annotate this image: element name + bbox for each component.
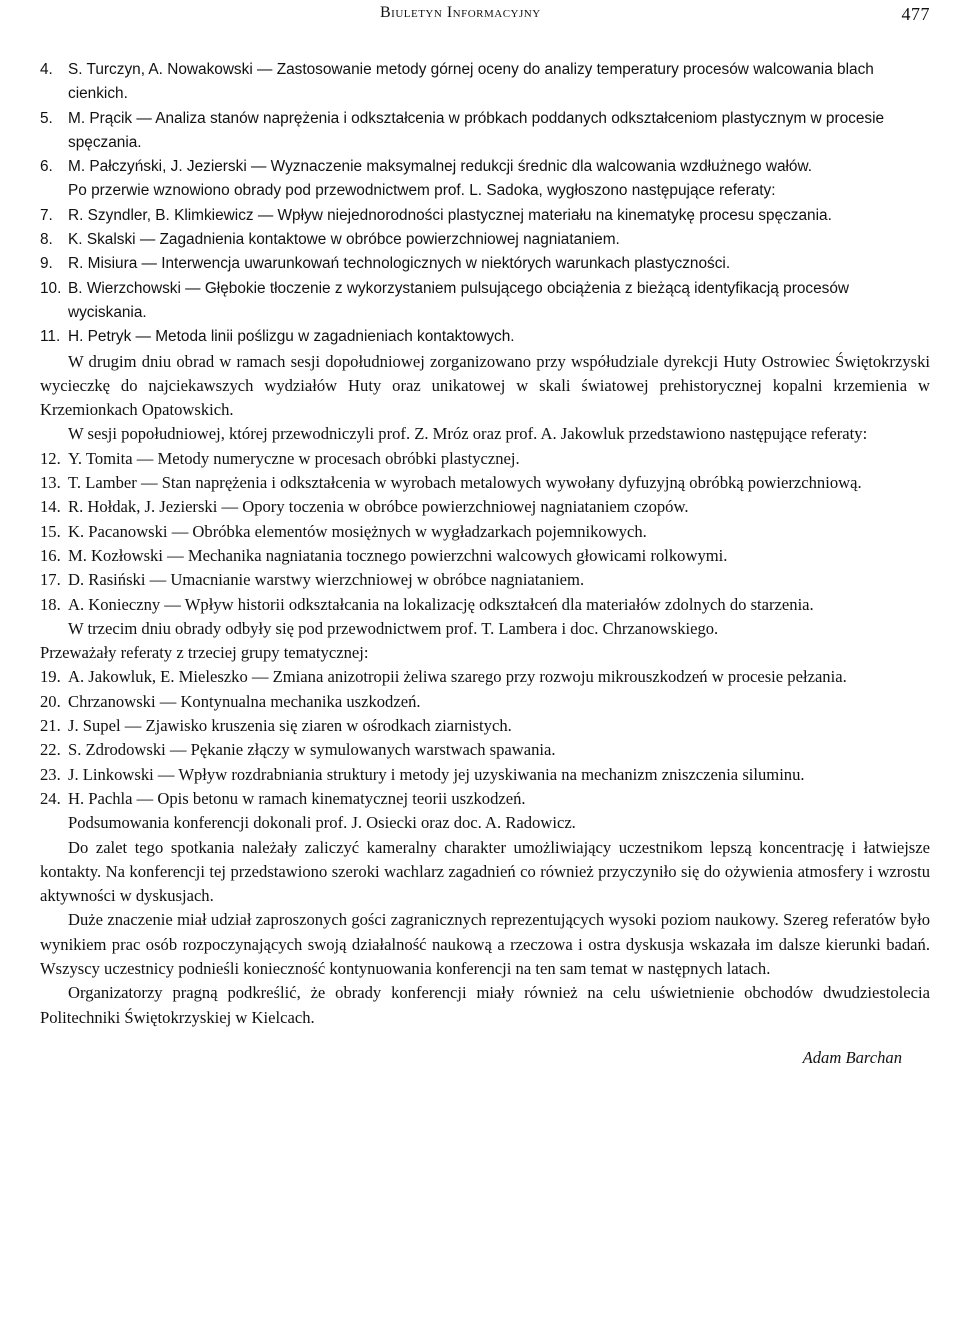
list-item: 17. D. Rasiński — Umacnianie warstwy wierzchniowej w obróbce nagniataniem. (40, 570, 585, 590)
page-number: 477 (901, 4, 930, 24)
paragraph: Organizatorzy pragną podkreślić, że obrady konferencji miały również na celu uświetnienie obchodów dwudziestolecia Politechniki Świętokrzyskiej w Kielcach. (40, 983, 930, 1027)
list-item: 15. K. Pacanowski — Obróbka elementów mosiężnych w wygładzarkach pojemnikowych. (40, 521, 647, 541)
list-item: 23. J. Linkowski — Wpływ rozdrabniania struktury i metody jej uzyskiwania na mechanizm zniszczenia siluminu. (40, 764, 805, 784)
list-block-3 (40, 447, 930, 617)
list-item: 19. A. Jakowluk, E. Mieleszko — Zmiana anizotropii żeliwa szarego przy rozwoju mikrouszkodzeń w procesie pełzania. (40, 667, 847, 687)
list-item: 24. H. Pachla — Opis betonu w ramach kinematycznej teorii uszkodzeń. (40, 788, 526, 808)
paragraph: W trzecim dniu obrady odbyły się pod przewodnictwem prof. T. Lambera i doc. Chrzanowskiego. (68, 618, 719, 638)
list-item: 22. S. Zdrodowski — Pękanie złączy w symulowanych warstwach spawania. (40, 740, 556, 760)
list-item: 7. R. Szyndler, B. Klimkiewicz — Wpływ niejednorodności plastycznej materiału na kinematykę procesu spęczania. (40, 206, 832, 224)
list-item: 14. R. Hołdak, J. Jezierski — Opory toczenia w obróbce powierzchniowej nagniataniem czopów. (40, 497, 689, 517)
paragraph: Podsumowania konferencji dokonali prof. J. Osiecki oraz doc. A. Radowicz. (68, 813, 576, 833)
list-item: 21. J. Supel — Zjawisko kruszenia się ziaren w ośrodkach ziarnistych. (40, 716, 512, 736)
list-item: 13. T. Lamber — Stan naprężenia i odkształcenia w wyrobach metalowych wywołany dyfuzyjną obróbką powierzchniową. (40, 473, 862, 493)
list-block-4 (40, 665, 930, 811)
list-item: 5. M. Prącik — Analiza stanów naprężenia i odkształcenia w próbkach poddanych odkształceniom plastycznym w procesie spęczania. (40, 109, 885, 151)
list-item: 20. Chrzanowski — Kontynualna mechanika uszkodzeń. (40, 691, 421, 711)
paragraph: Duże znaczenie miał udział zaproszonych gości zagranicznych reprezentujących wysoki poziom naukowy. Szereg referatów było wynikiem prac osób rozpoczynających swoją działalność naukową a rzeczowa i ostra dyskusja wskazała im dalsze kierunki badań. Wszyscy uczestnicy podnieśli konieczność kontynuowania konferencji na ten sam temat w następnych latach. (40, 910, 930, 978)
list-item: 12. Y. Tomita — Metody numeryczne w procesach obróbki plastycznej. (40, 448, 520, 468)
running-head (40, 0, 930, 40)
list-item: 16. M. Kozłowski — Mechanika nagniatania tocznego powierzchni walcowych głowicami rolkowymi. (40, 545, 728, 565)
list-item: 10. B. Wierzchowski — Głębokie tłoczenie z wykorzystaniem pulsującego obciążenia z bieżącą identyfikacją procesów wyciskania. (40, 279, 849, 321)
paragraph: W drugim dniu obrad w ramach sesji dopołudniowej zorganizowano przy współudziale dyrekcji Huty Ostrowiec Świętokrzyski wycieczkę do najciekawszych wydziałów Huty oraz unikatowej w skali światowej prehistorycznej kopalni krzemienia w Krzemionkach Opatowskich. (40, 351, 930, 420)
list-item: 18. A. Konieczny — Wpływ historii odkształcania na lokalizację odkształceń dla materiałów zdolnych do starzenia. (40, 594, 814, 614)
list-item: 6. M. Pałczyński, J. Jezierski — Wyznaczenie maksymalnej redukcji średnic dla walcowania wzdłużnego wałów. (40, 158, 813, 176)
list-item: 9. R. Misiura — Interwencja uwarunkowań technologicznych w niektórych warunkach plastyczności. (40, 255, 731, 273)
article-body (40, 58, 930, 1070)
paragraph: Do zalet tego spotkania należały zaliczyć kameralny charakter umożliwiający uczestnikom lepszą koncentrację i łatwiejsze kontakty. Na konferencji tej przedstawiono szeroki wachlarz zagadnień co również przyczyniło się do ożywienia atmosfery i wzrostu aktywności w dyskusjach. (40, 837, 930, 906)
list-item: 11. H. Petryk — Metoda linii poślizgu w zagadnieniach kontaktowych. (40, 328, 515, 346)
list-block-1 (40, 58, 930, 350)
paragraph: Przeważały referaty z trzeciej grupy tematycznej: (40, 643, 369, 663)
paragraph: W sesji popołudniowej, której przewodniczyli prof. Z. Mróz oraz prof. A. Jakowluk przedstawiono następujące referaty: (68, 424, 868, 444)
list-item: 4. S. Turczyn, A. Nowakowski — Zastosowanie metody górnej oceny do analizy temperatury procesów walcowania blach cienkich. (40, 61, 874, 103)
list-item: 8. K. Skalski — Zagadnienia kontaktowe w obróbce powierzchniowej nagniataniem. (40, 231, 620, 249)
author-signature: Adam Barchan (802, 1047, 902, 1067)
paragraph: Po przerwie wznowiono obrady pod przewodnictwem prof. L. Sadoka, wygłoszono następujące referaty: (68, 182, 776, 200)
journal-title: Biuletyn Informacyjny (380, 4, 541, 21)
